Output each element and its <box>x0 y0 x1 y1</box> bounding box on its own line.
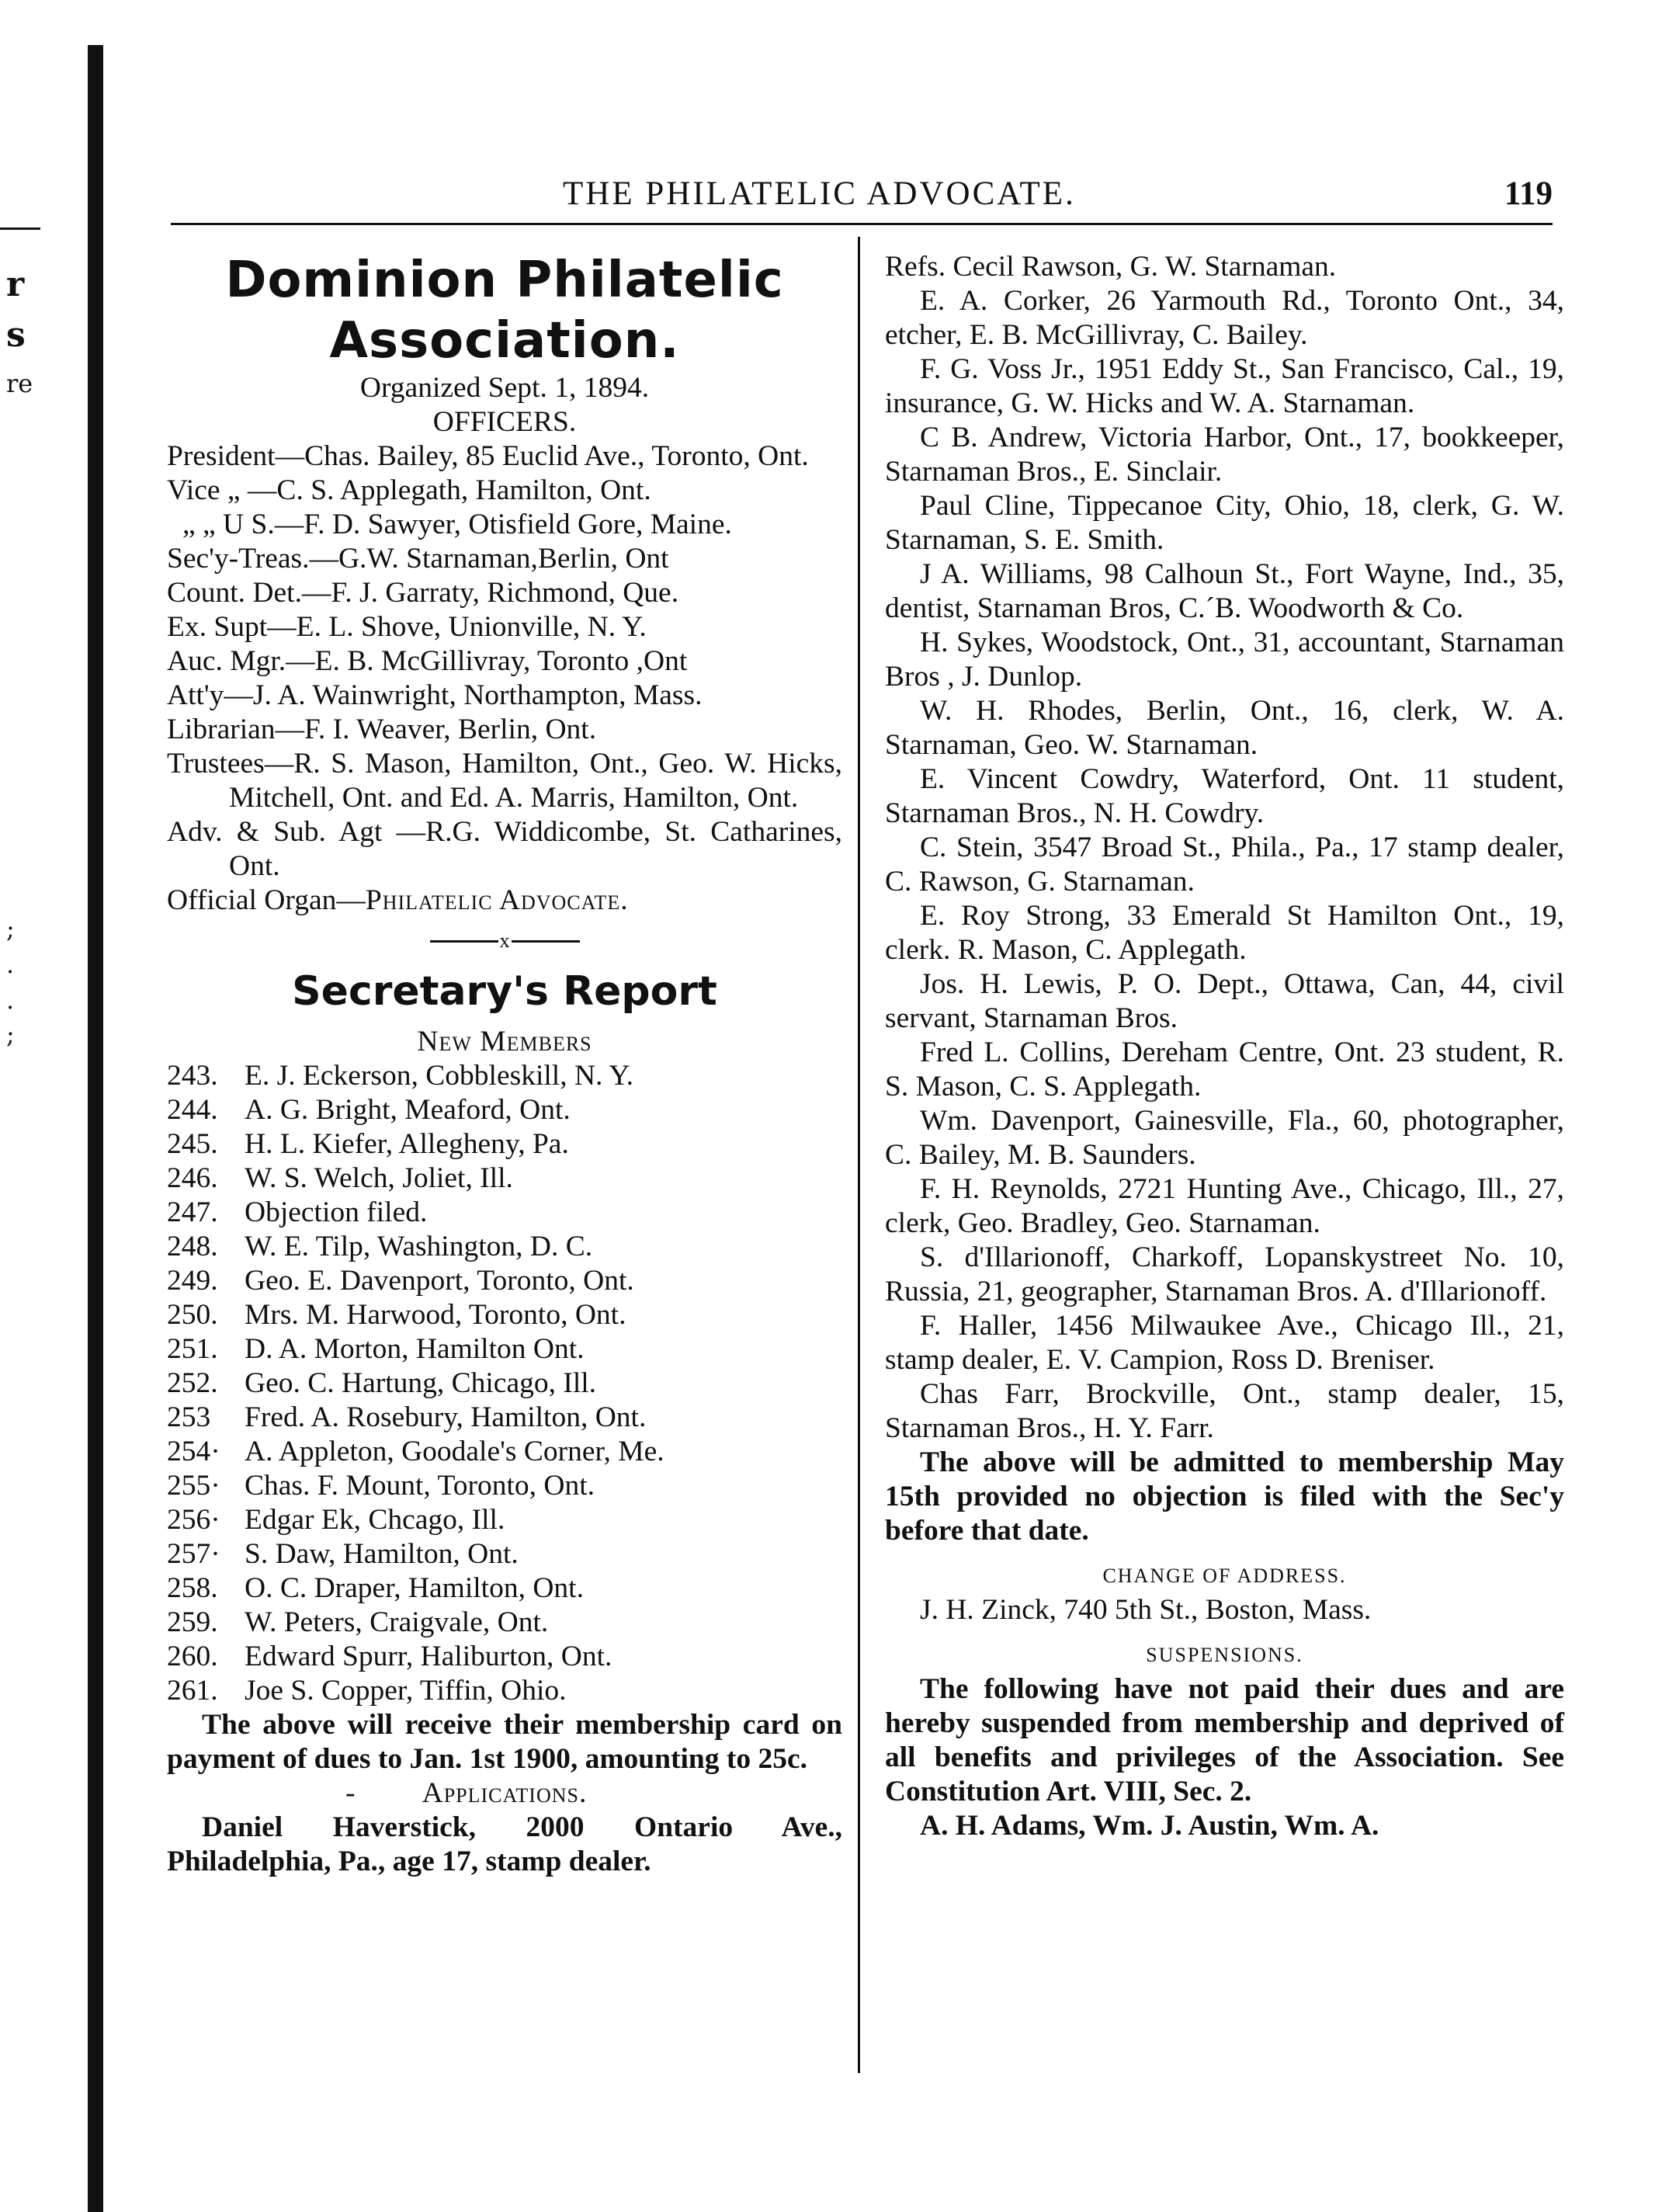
application-entry: Jos. H. Lewis, P. O. Dept., Ottawa, Can, 44, civil servant, Starnaman Bros. <box>885 968 1564 1034</box>
association-title-line-1: Dominion Philatelic <box>225 252 784 309</box>
running-head-title: THE PHILATELIC ADVOCATE. <box>563 175 1076 212</box>
left-column <box>167 250 842 1879</box>
page-number: 119 <box>1504 175 1553 212</box>
application-entry: Chas Farr, Brockville, Ont., stamp dealer, 15, Starnaman Bros., H. Y. Farr. <box>885 1378 1564 1444</box>
member-number: 248. <box>167 1231 218 1263</box>
new-members-list <box>167 1059 842 1708</box>
applications-heading-text: Applications. <box>422 1777 588 1810</box>
suspensions-note: The following have not paid their dues and are hereby suspended from membership and deprived of all benefits and privileges of the Association. See Constitution Art. VIII, Sec. 2. <box>885 1673 1564 1807</box>
member-entry <box>167 1503 842 1537</box>
official-organ <box>167 884 842 918</box>
application-entry: Wm. Davenport, Gainesville, Fla., 60, photographer, C. Bailey, M. B. Saunders. <box>885 1105 1564 1171</box>
member-name: Fred. A. Rosebury, Hamilton, Ont. <box>245 1401 647 1434</box>
member-entry <box>167 1606 842 1640</box>
margin-fragment: r <box>6 265 25 304</box>
member-entry <box>167 1537 842 1571</box>
member-entry <box>167 1162 842 1196</box>
application-entry: C B. Andrew, Victoria Harbor, Ont., 17, bookkeeper, Starnaman Bros., E. Sinclair. <box>885 422 1564 488</box>
applications-continued <box>885 250 1564 1446</box>
member-number: 252. <box>167 1367 218 1400</box>
officer-entry: Auc. Mgr.—E. B. McGillivray, Toronto ,Ont <box>167 645 688 677</box>
officer-entry: Librarian—F. I. Weaver, Berlin, Ont. <box>167 714 597 745</box>
member-entry <box>167 1469 842 1503</box>
right-column <box>885 250 1564 1843</box>
application-entry: Fred L. Collins, Dereham Centre, Ont. 23 student, R. S. Mason, C. S. Applegath. <box>885 1037 1564 1103</box>
member-number: 253 <box>167 1401 211 1434</box>
member-number: 261. <box>167 1675 218 1707</box>
member-entry <box>167 1401 842 1435</box>
member-name: Chas. F. Mount, Toronto, Ont. <box>245 1470 595 1502</box>
member-name: Objection filed. <box>245 1196 428 1229</box>
application-entry: C. Stein, 3547 Broad St., Phila., Pa., 17 stamp dealer, C. Rawson, G. Starnaman. <box>885 832 1564 898</box>
membership-card-note: The above will receive their membership card on payment of dues to Jan. 1st 1900, amounting to 25c. <box>167 1709 842 1776</box>
officer-entry: Att'y—J. A. Wainwright, Northampton, Mass. <box>167 679 703 711</box>
margin-fragment: . <box>6 985 15 1015</box>
official-organ-label: Official Organ— <box>167 884 366 916</box>
member-entry <box>167 1230 842 1264</box>
header-rule <box>171 223 1553 225</box>
margin-fragment: ; <box>6 914 15 943</box>
applications-heading <box>167 1776 842 1811</box>
application-entry: Paul Cline, Tippecanoe City, Ohio, 18, clerk, G. W. Starnaman, S. E. Smith. <box>885 490 1564 556</box>
member-number: 251. <box>167 1333 218 1366</box>
divider-mark: x <box>499 929 510 953</box>
member-number: 247. <box>167 1196 218 1229</box>
member-name: E. J. Eckerson, Cobbleskill, N. Y. <box>245 1060 634 1092</box>
member-number: 244. <box>167 1094 218 1127</box>
member-name: Edgar Ek, Chcago, Ill. <box>245 1504 505 1537</box>
member-number: 260. <box>167 1641 218 1673</box>
applications-dash: - <box>345 1777 356 1810</box>
secretary-report-title: Secretary's Report <box>292 968 717 1016</box>
member-entry <box>167 1674 842 1708</box>
margin-fragment: re <box>6 369 33 398</box>
admission-note: The above will be admitted to membership May 15th provided no objection is filed with the Sec'y before that date. <box>885 1446 1564 1547</box>
application-entry: E. Roy Strong, 33 Emerald St Hamilton Ont., 19, clerk. R. Mason, C. Applegath. <box>885 900 1564 966</box>
new-members-heading: New Members <box>417 1026 592 1058</box>
member-name: Mrs. M. Harwood, Toronto, Ont. <box>245 1299 626 1332</box>
organized-date: Organized Sept. 1, 1894. <box>359 372 650 404</box>
margin-rule <box>0 227 40 230</box>
section-divider <box>167 922 842 958</box>
margin-fragment: . <box>6 950 15 979</box>
member-entry <box>167 1298 842 1332</box>
application-references: Refs. Cecil Rawson, G. W. Starnaman. <box>885 251 1337 283</box>
member-entry <box>167 1059 842 1093</box>
member-number: 258. <box>167 1572 218 1605</box>
margin-fragment: ; <box>6 1019 15 1049</box>
member-entry <box>167 1332 842 1366</box>
member-number: 259. <box>167 1606 218 1639</box>
member-entry <box>167 1640 842 1674</box>
application-entry: H. Sykes, Woodstock, Ont., 31, accountant, Starnaman Bros , J. Dunlop. <box>885 627 1564 693</box>
application-entry: F. Haller, 1456 Milwaukee Ave., Chicago Ill., 21, stamp dealer, E. V. Campion, Ross D. Breniser. <box>885 1310 1564 1376</box>
member-name: W. E. Tilp, Washington, D. C. <box>245 1231 593 1263</box>
officer-entry: Sec'y-Treas.—G.W. Starnaman,Berlin, Ont <box>167 543 669 575</box>
member-entry <box>167 1127 842 1162</box>
member-name: D. A. Morton, Hamilton Ont. <box>245 1333 585 1366</box>
official-organ-name: Philatelic Advocate. <box>365 884 629 916</box>
running-head <box>171 175 1553 221</box>
officer-entry: President—Chas. Bailey, 85 Euclid Ave., Toronto, Ont. <box>167 440 809 472</box>
officer-entry: Trustees—R. S. Mason, Hamilton, Ont., Geo. W. Hicks, Mitchell, Ont. and Ed. A. Marris, Hamilton, Ont. <box>167 748 842 814</box>
member-number: 245. <box>167 1128 218 1161</box>
application-entry: F. H. Reynolds, 2721 Hunting Ave., Chicago, Ill., 27, clerk, Geo. Bradley, Geo. Starnaman. <box>885 1173 1564 1239</box>
application-entry: E. A. Corker, 26 Yarmouth Rd., Toronto Ont., 34, etcher, E. B. McGillivray, C. Bailey. <box>885 285 1564 351</box>
application-entry: J A. Williams, 98 Calhoun St., Fort Wayne, Ind., 35, dentist, Starnaman Bros, C.´B. Woodworth & Co. <box>885 558 1564 624</box>
application-entry: F. G. Voss Jr., 1951 Eddy St., San Francisco, Cal., 19, insurance, G. W. Hicks and W. A. Starnaman. <box>885 353 1564 419</box>
member-number: 254· <box>167 1436 220 1468</box>
member-name: A. G. Bright, Meaford, Ont. <box>245 1094 571 1127</box>
suspended-names: A. H. Adams, Wm. J. Austin, Wm. A. <box>920 1810 1379 1842</box>
member-entry <box>167 1435 842 1469</box>
application-entry: S. d'Illarionoff, Charkoff, Lopanskystreet No. 10, Russia, 21, geographer, Starnaman Bros. A. d'Illarionoff. <box>885 1241 1564 1307</box>
officer-entry: Vice „ —C. S. Applegath, Hamilton, Ont. <box>167 474 651 506</box>
member-name: Joe S. Copper, Tiffin, Ohio. <box>245 1675 567 1707</box>
member-number: 257· <box>167 1538 220 1571</box>
application-entry: E. Vincent Cowdry, Waterford, Ont. 11 student, Starnaman Bros., N. H. Cowdry. <box>885 763 1564 829</box>
association-title-line-2: Association. <box>329 312 680 370</box>
column-rule <box>858 237 860 2073</box>
member-number: 246. <box>167 1162 218 1195</box>
member-entry <box>167 1093 842 1127</box>
officer-entry: „ „ U S.—F. D. Sawyer, Otisfield Gore, Maine. <box>182 509 732 540</box>
member-entry <box>167 1571 842 1606</box>
member-name: W. S. Welch, Joliet, Ill. <box>245 1162 513 1195</box>
member-name: Geo. C. Hartung, Chicago, Ill. <box>245 1367 597 1400</box>
margin-fragment: s <box>6 315 26 355</box>
application-entry: W. H. Rhodes, Berlin, Ont., 16, clerk, W. A. Starnaman, Geo. W. Starnaman. <box>885 695 1564 761</box>
change-of-address-heading: CHANGE OF ADDRESS. <box>1102 1564 1347 1587</box>
member-number: 255· <box>167 1470 220 1502</box>
member-entry <box>167 1366 842 1401</box>
application-entry: Daniel Haverstick, 2000 Ontario Ave., Philadelphia, Pa., age 17, stamp dealer. <box>167 1811 842 1878</box>
member-name: O. C. Draper, Hamilton, Ont. <box>245 1572 584 1605</box>
member-entry <box>167 1196 842 1230</box>
member-name: Geo. E. Davenport, Toronto, Ont. <box>245 1265 634 1297</box>
member-entry <box>167 1264 842 1298</box>
member-name: A. Appleton, Goodale's Corner, Me. <box>245 1436 664 1468</box>
officer-entry: Count. Det.—F. J. Garraty, Richmond, Que. <box>167 577 679 609</box>
suspensions-heading: SUSPENSIONS. <box>1146 1644 1303 1666</box>
member-number: 250. <box>167 1299 218 1332</box>
page-binding-edge <box>88 45 103 2212</box>
member-number: 249. <box>167 1265 218 1297</box>
member-name: S. Daw, Hamilton, Ont. <box>245 1538 519 1571</box>
member-name: Edward Spurr, Haliburton, Ont. <box>245 1641 612 1673</box>
officers-list <box>167 439 842 918</box>
member-number: 243. <box>167 1060 218 1092</box>
member-name: H. L. Kiefer, Allegheny, Pa. <box>245 1128 569 1161</box>
member-number: 256· <box>167 1504 220 1537</box>
officer-entry: Ex. Supt—E. L. Shove, Unionville, N. Y. <box>167 611 647 643</box>
officer-entry: Adv. & Sub. Agt —R.G. Widdicombe, St. Catharines, Ont. <box>167 816 842 882</box>
member-name: W. Peters, Craigvale, Ont. <box>245 1606 549 1639</box>
change-of-address-entry: J. H. Zinck, 740 5th St., Boston, Mass. <box>920 1594 1372 1626</box>
officers-heading: OFFICERS. <box>432 406 577 438</box>
